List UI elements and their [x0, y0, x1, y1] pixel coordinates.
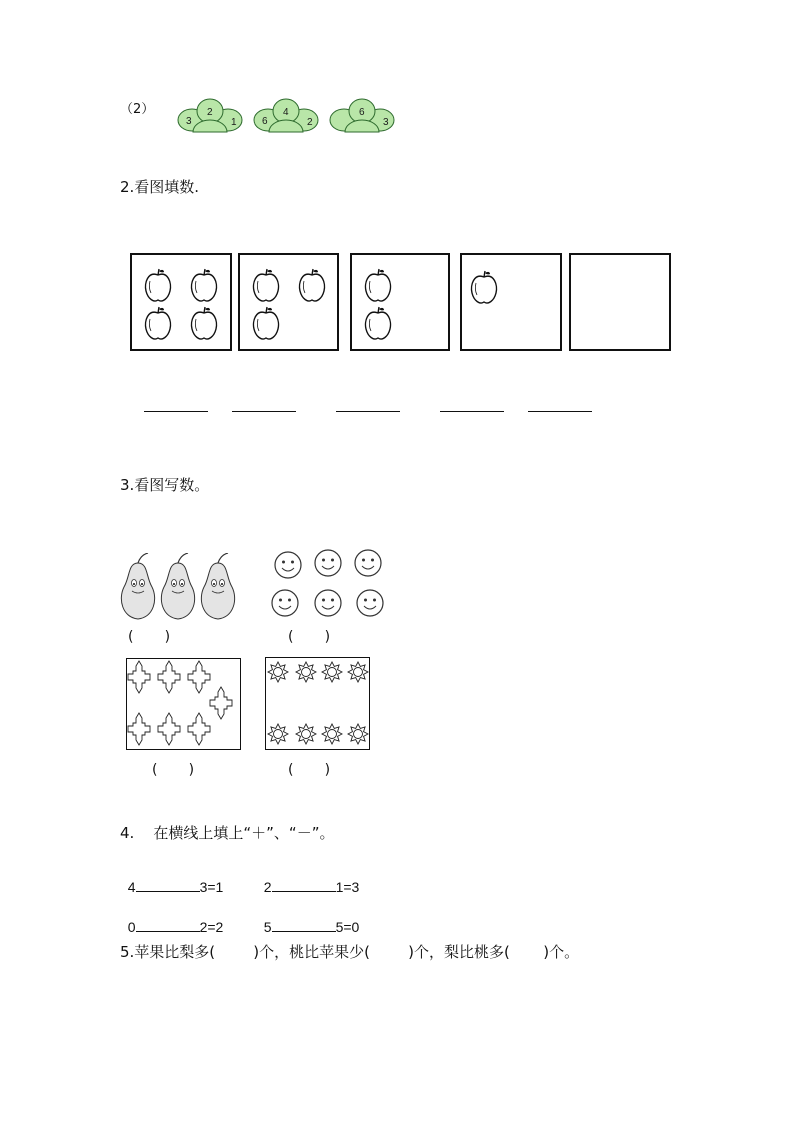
equation-3-a: 0 — [127, 919, 136, 935]
equation-1 — [120, 863, 223, 895]
equation-1-blank[interactable] — [136, 879, 200, 892]
flower-num-top: 2 — [207, 107, 213, 118]
apple-box-5 — [569, 253, 671, 351]
sun-icon — [268, 724, 288, 744]
cross-icon — [128, 661, 150, 693]
sun-icon — [348, 724, 368, 744]
smiley-icon — [275, 552, 301, 578]
cross-icon — [158, 661, 180, 693]
part-2-label: （2） — [120, 102, 155, 117]
apple-box-4 — [460, 253, 562, 351]
apple-box-3 — [350, 253, 450, 351]
apple-icon — [146, 269, 171, 301]
answer-blank-2[interactable] — [232, 411, 296, 412]
suns-picture — [266, 658, 369, 749]
answer-blank-1[interactable] — [144, 411, 208, 412]
flower-num-right: 3 — [383, 117, 389, 128]
crosses-answer-paren[interactable]: ( ) — [152, 762, 195, 778]
flower-num-top: 6 — [359, 107, 365, 118]
apple-icon — [146, 307, 171, 339]
smileys-group — [268, 547, 393, 622]
apple-box-2 — [238, 253, 339, 351]
sun-icon — [268, 662, 288, 682]
suns-answer-paren[interactable]: ( ) — [288, 762, 331, 778]
equation-2-a: 2 — [263, 879, 272, 895]
smiley-icon — [355, 550, 381, 576]
smiley-icon — [315, 590, 341, 616]
flower-num-right: 1 — [231, 117, 237, 128]
smiley-icon — [272, 590, 298, 616]
answer-blank-4[interactable] — [440, 411, 504, 412]
sun-icon — [296, 724, 316, 744]
equation-4 — [256, 903, 359, 935]
smileys-answer-paren[interactable]: ( ) — [288, 629, 331, 645]
pear-icon — [161, 553, 194, 619]
sun-icon — [348, 662, 368, 682]
flower-1 — [178, 99, 242, 132]
apple-icon — [192, 307, 217, 339]
sun-icon — [322, 724, 342, 744]
sun-icon — [296, 662, 316, 682]
apple-icon — [366, 269, 391, 301]
cross-icon — [128, 713, 150, 745]
apple-icon — [366, 307, 391, 339]
answer-blank-5[interactable] — [528, 411, 592, 412]
pears-answer-paren[interactable]: ( ) — [128, 629, 171, 645]
question-2-title: 2.看图填数. — [120, 178, 200, 196]
equation-2-blank[interactable] — [272, 879, 336, 892]
question-4-title: 4. 在横线上填上“＋”、“－”。 — [120, 824, 335, 842]
smiley-icon — [357, 590, 383, 616]
suns-frame — [265, 657, 370, 750]
apple-icon — [472, 271, 497, 303]
apple-box-1 — [130, 253, 232, 351]
flower-num-left: 3 — [186, 116, 192, 127]
equation-1-b: 3=1 — [199, 879, 224, 895]
crosses-frame — [126, 658, 241, 750]
sun-icon — [322, 662, 342, 682]
smiley-icon — [315, 550, 341, 576]
cross-icon — [210, 687, 232, 719]
equation-3 — [120, 903, 223, 935]
pear-icon — [121, 553, 154, 619]
cross-icon — [158, 713, 180, 745]
apple-icon — [192, 269, 217, 301]
flower-3 — [330, 99, 394, 132]
flower-num-right: 2 — [307, 117, 313, 128]
equation-1-a: 4 — [127, 879, 136, 895]
question-5-text: 5.苹果比梨多( )个，桃比苹果少( )个，梨比桃多( )个。 — [120, 943, 580, 961]
crosses-picture — [127, 659, 240, 749]
cross-icon — [188, 713, 210, 745]
equation-4-a: 5 — [263, 919, 272, 935]
flower-2 — [254, 99, 318, 132]
equation-2-b: 1=3 — [335, 879, 360, 895]
pears-group — [118, 553, 243, 623]
equation-4-b: 5=0 — [335, 919, 360, 935]
equation-3-b: 2=2 — [199, 919, 224, 935]
question-3-title: 3.看图写数。 — [120, 476, 210, 494]
pear-icon — [201, 553, 234, 619]
apple-icon — [254, 307, 279, 339]
apple-icon — [254, 269, 279, 301]
flower-row — [175, 96, 405, 138]
equation-3-blank[interactable] — [136, 919, 200, 932]
cross-icon — [188, 661, 210, 693]
flower-num-top: 4 — [283, 107, 289, 118]
flower-num-left: 6 — [262, 116, 268, 127]
equation-2 — [256, 863, 359, 895]
answer-blank-3[interactable] — [336, 411, 400, 412]
apple-icon — [300, 269, 325, 301]
equation-4-blank[interactable] — [272, 919, 336, 932]
